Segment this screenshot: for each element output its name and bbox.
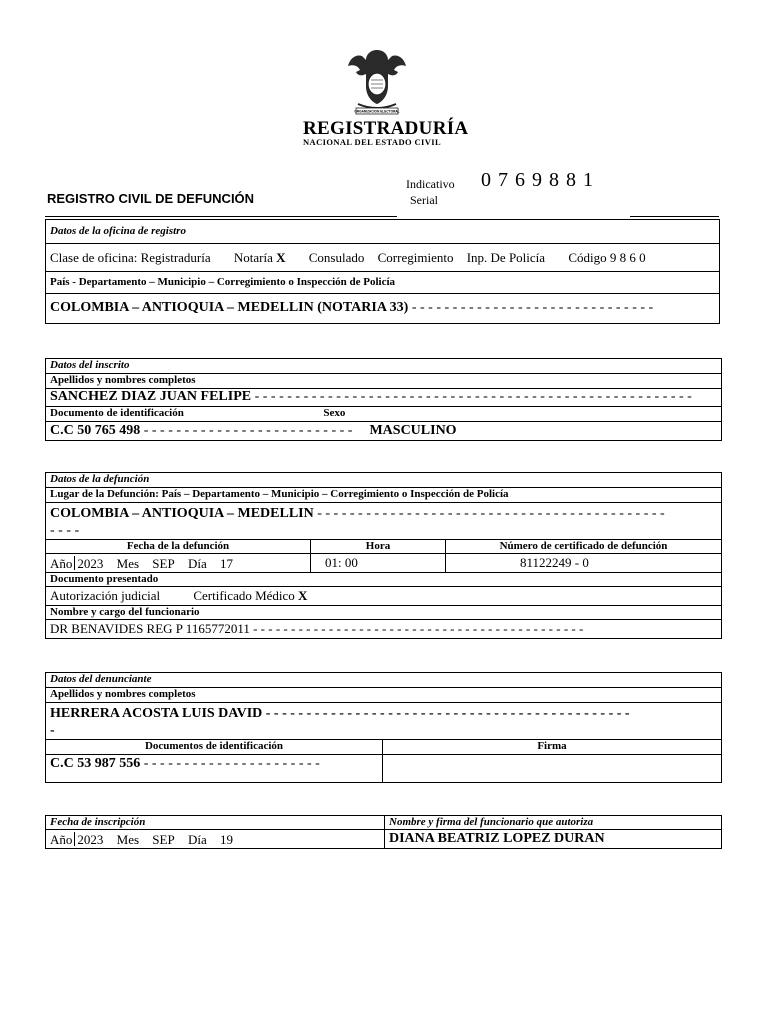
title-underline xyxy=(45,216,397,217)
informant-id-header: Documentos de identificación xyxy=(46,740,383,755)
institution-name: REGISTRADURÍA xyxy=(303,118,469,139)
codigo-value: 9 8 6 0 xyxy=(609,249,646,265)
death-place-row xyxy=(46,503,722,540)
registrant-section-title: Datos del inscrito xyxy=(46,359,722,374)
death-month-value: SEP xyxy=(152,555,175,571)
death-year-value: 2023 xyxy=(77,555,104,571)
location-row xyxy=(46,294,720,324)
informant-name-row xyxy=(46,703,722,740)
registrant-id-row xyxy=(46,422,722,441)
death-place-dashes-wrap: - - - - xyxy=(50,523,80,538)
inscription-year-label: Año xyxy=(50,831,73,847)
document-title: REGISTRO CIVIL DE DEFUNCIÓN xyxy=(47,191,255,206)
death-date-row xyxy=(46,554,311,573)
death-official-header: Nombre y cargo del funcionario xyxy=(46,606,722,620)
institution-subtitle: NACIONAL DEL ESTADO CIVIL xyxy=(303,137,442,147)
death-hour-value: 01: 00 xyxy=(311,554,446,573)
registrant-sex-header: Sexo xyxy=(323,407,346,420)
notaria-label: Notaría xyxy=(233,249,273,265)
informant-name-dashes: - - - - - - - - - - - - - - - - - - - - - - - - - - - - - - - - - - - - - - - - - - - - - xyxy=(265,706,630,721)
registrant-table xyxy=(45,358,722,441)
location-header: País - Departamento – Municipio – Corregimiento o Inspección de Policía xyxy=(46,272,720,294)
death-place-dashes: - - - - - - - - - - - - - - - - - - - - - - - - - - - - - - - - - - - - - - - - - - - xyxy=(317,506,665,521)
death-day-label: Día xyxy=(187,555,207,571)
death-official-dashes: - - - - - - - - - - - - - - - - - - - - - - - - - - - - - - - - - - - - - - - - - - - - xyxy=(253,621,584,637)
informant-name-header: Apellidos y nombres completos xyxy=(46,688,722,703)
informant-name-dashes-wrap: - xyxy=(50,723,55,738)
office-table xyxy=(45,219,720,324)
death-date-header: Fecha de la defunción xyxy=(46,540,311,554)
corregimiento-option: Corregimiento xyxy=(377,249,454,265)
inscription-year-value: 2023 xyxy=(77,831,104,847)
informant-section-title: Datos del denunciante xyxy=(46,673,722,688)
consulado-option: Consulado xyxy=(308,249,365,265)
codigo-label: Código xyxy=(568,249,607,265)
office-section-title: Datos de la oficina de registro xyxy=(46,220,720,244)
notaria-mark: X xyxy=(276,249,286,265)
registrant-id-dashes: - - - - - - - - - - - - - - - - - - - - - - - - - - xyxy=(143,422,353,438)
serial-number: 0 7 6 9 8 8 1 xyxy=(481,169,594,191)
coat-of-arms-icon xyxy=(344,46,410,118)
death-official-value: DR BENAVIDES REG P 1165772011 xyxy=(50,621,250,637)
serial-underline xyxy=(630,216,719,217)
registrant-id-header-row xyxy=(46,407,722,422)
doc-medical-mark: X xyxy=(298,588,308,604)
death-official-row xyxy=(46,620,722,639)
registrant-name-header: Apellidos y nombres completos xyxy=(46,374,722,389)
location-value: COLOMBIA – ANTIOQUIA – MEDELLIN (NOTARIA 33) xyxy=(50,300,409,316)
inscription-month-value: SEP xyxy=(152,831,175,847)
informant-name-value: HERRERA ACOSTA LUIS DAVID xyxy=(50,706,263,721)
death-hour-header: Hora xyxy=(311,540,446,554)
registrant-id-header: Documento de identificación xyxy=(50,407,184,420)
death-month-label: Mes xyxy=(116,555,140,571)
informant-signature-header: Firma xyxy=(383,740,722,755)
inscription-official-value: DIANA BEATRIZ LOPEZ DURAN xyxy=(385,830,722,849)
inscription-table xyxy=(45,815,722,849)
registrant-sex-value: MASCULINO xyxy=(369,422,457,438)
registrant-name-dashes: - - - - - - - - - - - - - - - - - - - - - - - - - - - - - - - - - - - - - - - - - - - - - - - - - - - - - - xyxy=(254,389,692,405)
informant-signature-box xyxy=(383,755,722,783)
death-year-label: Año xyxy=(50,555,73,571)
indicativo-label: Indicativo xyxy=(406,177,455,191)
inscription-date-header: Fecha de inscripción xyxy=(46,816,385,830)
death-place-header: Lugar de la Defunción: País – Departamento – Municipio – Corregimiento o Inspección de Policía xyxy=(46,488,722,503)
registrant-name-value: SANCHEZ DIAZ JUAN FELIPE xyxy=(50,389,252,405)
informant-id-row xyxy=(46,755,383,783)
doc-medical-option: Certificado Médico xyxy=(193,588,295,604)
office-class-row xyxy=(46,244,720,272)
death-doc-header: Documento presentado xyxy=(46,573,722,587)
death-cert-header: Número de certificado de defunción xyxy=(446,540,722,554)
office-class-label: Clase de oficina: Registraduría xyxy=(50,249,211,265)
inscription-date-row xyxy=(46,830,385,849)
serial-label: Serial xyxy=(410,193,438,207)
informant-id-dashes: - - - - - - - - - - - - - - - - - - - - - - xyxy=(143,756,320,771)
registrant-id-value: C.C 50 765 498 xyxy=(50,422,141,438)
svg-text:ORGANIZACION ELECTORAL: ORGANIZACION ELECTORAL xyxy=(354,109,400,114)
death-section-title: Datos de la defunción xyxy=(46,473,722,488)
inp-policia-option: Inp. De Policía xyxy=(466,249,546,265)
death-cert-value: 81122249 - 0 xyxy=(446,554,722,573)
inscription-official-header: Nombre y firma del funcionario que autoriza xyxy=(385,816,722,830)
death-doc-row xyxy=(46,587,722,606)
death-day-value: 17 xyxy=(219,555,233,571)
location-dashes: - - - - - - - - - - - - - - - - - - - - - - - - - - - - - - xyxy=(411,300,654,316)
informant-id-value: C.C 53 987 556 xyxy=(50,756,141,771)
inscription-day-label: Día xyxy=(187,831,207,847)
death-table xyxy=(45,472,722,639)
inscription-day-value: 19 xyxy=(219,831,233,847)
informant-table xyxy=(45,672,722,783)
registrant-name-row xyxy=(46,389,722,407)
doc-judicial-option: Autorización judicial xyxy=(50,588,161,604)
death-place-value: COLOMBIA – ANTIOQUIA – MEDELLIN xyxy=(50,506,314,521)
inscription-month-label: Mes xyxy=(116,831,140,847)
